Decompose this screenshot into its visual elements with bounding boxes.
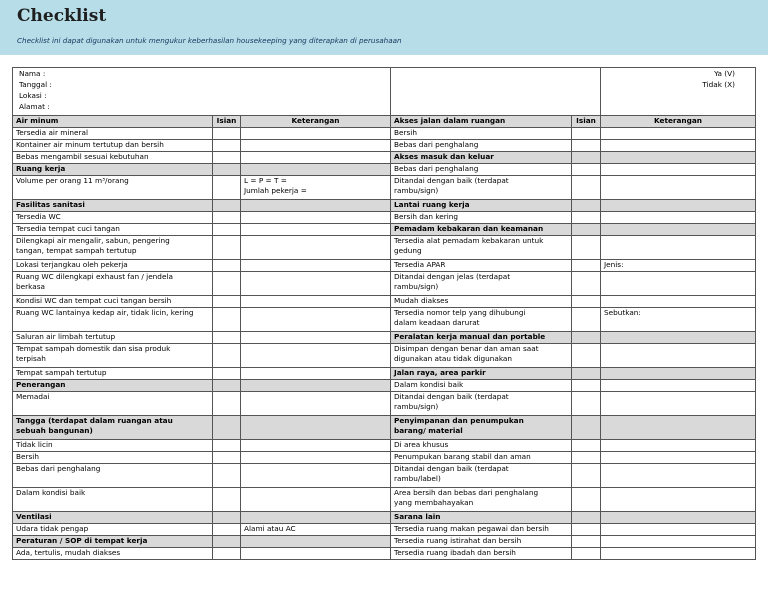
left-item-label: Dalam kondisi baik — [13, 488, 213, 512]
table-row — [13, 164, 756, 176]
left-keterangan-cell[interactable]: Alami atau AC — [241, 524, 391, 536]
right-isian-cell[interactable] — [572, 164, 601, 176]
left-item-label: Ruang WC dilengkapi exhaust fan / jendela berkasa — [13, 272, 213, 296]
left-section-label: Ventilasi — [13, 512, 213, 524]
left-isian-cell[interactable] — [213, 512, 241, 524]
right-isian-cell[interactable] — [572, 332, 601, 344]
right-keterangan-cell[interactable] — [601, 224, 756, 236]
right-keterangan-cell[interactable] — [601, 512, 756, 524]
table-row — [13, 464, 756, 488]
page-subtitle: Checklist ini dapat digunakan untuk mengukur keberhasilan housekeeping yang diterapkan di perusahaan — [17, 36, 402, 45]
left-keterangan-cell[interactable] — [241, 128, 391, 140]
right-item-label: Penumpukan barang stabil dan aman — [391, 452, 572, 464]
left-isian-cell[interactable] — [213, 260, 241, 272]
table-row — [13, 344, 756, 368]
right-keterangan-cell[interactable] — [601, 548, 756, 560]
left-isian-cell[interactable] — [213, 380, 241, 392]
right-item-label: Di area khusus — [391, 440, 572, 452]
left-section-label: Ruang kerja — [13, 164, 213, 176]
right-isian-cell[interactable] — [572, 452, 601, 464]
right-keterangan-cell[interactable] — [601, 164, 756, 176]
left-isian-cell[interactable] — [213, 368, 241, 380]
left-isian-cell[interactable] — [213, 548, 241, 560]
table-row — [13, 200, 756, 212]
right-section-label: Jalan raya, area parkir — [391, 368, 572, 380]
left-section-header: Air minum — [13, 116, 213, 128]
right-isian-cell[interactable] — [572, 536, 601, 548]
left-isian-cell[interactable] — [213, 452, 241, 464]
right-keterangan-cell[interactable] — [601, 488, 756, 512]
right-item-label: Dalam kondisi baik — [391, 380, 572, 392]
right-section-label: Pemadam kebakaran dan keamanan — [391, 224, 572, 236]
left-isian-cell[interactable] — [213, 176, 241, 200]
right-keterangan-cell[interactable] — [601, 296, 756, 308]
left-item-label: Volume per orang 11 m³/orang — [13, 176, 213, 200]
left-keterangan-cell[interactable] — [241, 392, 391, 416]
right-keterangan-cell[interactable] — [601, 416, 756, 440]
left-isian-cell[interactable] — [213, 296, 241, 308]
tanggal-field[interactable]: Tanggal : — [19, 80, 52, 89]
right-section-label: Penyimpanan dan penumpukan barang/ material — [391, 416, 572, 440]
table-row — [13, 236, 756, 260]
left-item-label: Kontainer air minum tertutup dan bersih — [13, 140, 213, 152]
right-keterangan-cell[interactable] — [601, 464, 756, 488]
right-item-label: Disimpan dengan benar dan aman saat digunakan atau tidak digunakan — [391, 344, 572, 368]
left-item-label: Tempat sampah tertutup — [13, 368, 213, 380]
table-row — [13, 536, 756, 548]
right-keterangan-cell[interactable]: Jenis: — [601, 260, 756, 272]
table-row — [13, 392, 756, 416]
left-keterangan-cell[interactable] — [241, 344, 391, 368]
left-isian-cell[interactable] — [213, 128, 241, 140]
right-item-label: Bebas dari penghalang — [391, 164, 572, 176]
right-isian-cell[interactable] — [572, 128, 601, 140]
right-keterangan-cell[interactable] — [601, 212, 756, 224]
left-item-label: Tempat sampah domestik dan sisa produk terpisah — [13, 344, 213, 368]
left-keterangan-header: Keterangan — [241, 116, 391, 128]
right-item-label: Tersedia ruang ibadah dan bersih — [391, 548, 572, 560]
table-row — [13, 128, 756, 140]
right-item-label: Ditandai dengan baik (terdapat rambu/sign) — [391, 392, 572, 416]
table-row — [13, 260, 756, 272]
left-isian-cell[interactable] — [213, 464, 241, 488]
legend-block — [601, 68, 756, 116]
right-isian-cell[interactable] — [572, 212, 601, 224]
left-isian-cell[interactable] — [213, 488, 241, 512]
table-row — [13, 176, 756, 200]
table-row — [13, 296, 756, 308]
left-isian-cell[interactable] — [213, 272, 241, 296]
table-row — [13, 512, 756, 524]
right-section-label: Sarana lain — [391, 512, 572, 524]
left-item-label: Kondisi WC dan tempat cuci tangan bersih — [13, 296, 213, 308]
left-item-label: Tersedia tempat cuci tangan — [13, 224, 213, 236]
right-isian-cell[interactable] — [572, 548, 601, 560]
left-isian-cell[interactable] — [213, 236, 241, 260]
right-keterangan-header: Keterangan — [601, 116, 756, 128]
left-isian-cell[interactable] — [213, 416, 241, 440]
legend-ya: Ya (V) — [714, 69, 735, 78]
left-keterangan-cell[interactable] — [241, 236, 391, 260]
right-keterangan-cell[interactable] — [601, 452, 756, 464]
right-keterangan-cell[interactable] — [601, 536, 756, 548]
right-keterangan-cell[interactable] — [601, 236, 756, 260]
left-keterangan-cell[interactable] — [241, 164, 391, 176]
right-keterangan-cell[interactable] — [601, 176, 756, 200]
right-item-label: Tersedia nomor telp yang dihubungi dalam keadaan darurat — [391, 308, 572, 332]
nama-field[interactable]: Nama : — [19, 69, 46, 78]
right-keterangan-cell[interactable] — [601, 380, 756, 392]
left-isian-cell[interactable] — [213, 200, 241, 212]
left-keterangan-cell[interactable] — [241, 368, 391, 380]
right-keterangan-cell[interactable] — [601, 140, 756, 152]
right-item-label: Ditandai dengan jelas (terdapat rambu/sign) — [391, 272, 572, 296]
left-keterangan-cell[interactable]: L = P = T = Jumlah pekerja = — [241, 176, 391, 200]
left-item-label: Lokasi terjangkau oleh pekerja — [13, 260, 213, 272]
left-item-label: Saluran air limbah tertutup — [13, 332, 213, 344]
left-isian-cell[interactable] — [213, 344, 241, 368]
right-keterangan-cell[interactable] — [601, 440, 756, 452]
right-section-label: Akses masuk dan keluar — [391, 152, 572, 164]
right-item-label: Mudah diakses — [391, 296, 572, 308]
left-isian-cell[interactable] — [213, 152, 241, 164]
header-banner — [0, 0, 768, 55]
left-item-label: Memadai — [13, 392, 213, 416]
left-keterangan-cell[interactable] — [241, 152, 391, 164]
right-isian-cell[interactable] — [572, 392, 601, 416]
right-keterangan-cell[interactable] — [601, 128, 756, 140]
checklist-table — [12, 67, 756, 560]
left-keterangan-cell[interactable] — [241, 488, 391, 512]
left-section-label: Penerangan — [13, 380, 213, 392]
left-item-label: Tidak licin — [13, 440, 213, 452]
right-isian-cell[interactable] — [572, 296, 601, 308]
right-isian-cell[interactable] — [572, 368, 601, 380]
left-isian-cell[interactable] — [213, 212, 241, 224]
right-keterangan-cell[interactable] — [601, 200, 756, 212]
right-isian-cell[interactable] — [572, 512, 601, 524]
table-row — [13, 380, 756, 392]
table-row — [13, 212, 756, 224]
page-title: Checklist — [17, 6, 107, 26]
left-isian-cell[interactable] — [213, 332, 241, 344]
left-section-label: Tangga (terdapat dalam ruangan atau sebuah bangunan) — [13, 416, 213, 440]
left-keterangan-cell[interactable] — [241, 272, 391, 296]
right-keterangan-cell[interactable] — [601, 524, 756, 536]
left-item-label: Bersih — [13, 452, 213, 464]
right-keterangan-cell[interactable] — [601, 272, 756, 296]
left-keterangan-cell[interactable] — [241, 452, 391, 464]
table-row — [13, 548, 756, 560]
table-row — [13, 524, 756, 536]
right-isian-header: Isian — [572, 116, 601, 128]
right-keterangan-cell[interactable]: Sebutkan: — [601, 308, 756, 332]
right-isian-cell[interactable] — [572, 488, 601, 512]
left-keterangan-cell[interactable] — [241, 260, 391, 272]
left-item-label: Bebas dari penghalang — [13, 464, 213, 488]
left-isian-cell[interactable] — [213, 164, 241, 176]
left-keterangan-cell[interactable] — [241, 140, 391, 152]
left-isian-cell[interactable] — [213, 224, 241, 236]
alamat-field[interactable]: Alamat : — [19, 102, 50, 111]
left-isian-header: Isian — [213, 116, 241, 128]
right-item-label: Ditandai dengan baik (terdapat rambu/label) — [391, 464, 572, 488]
left-isian-cell[interactable] — [213, 392, 241, 416]
left-section-label: Peraturan / SOP di tempat kerja — [13, 536, 213, 548]
right-item-label: Tersedia APAR — [391, 260, 572, 272]
table-row — [13, 308, 756, 332]
right-keterangan-cell[interactable] — [601, 332, 756, 344]
left-keterangan-cell[interactable] — [241, 200, 391, 212]
left-isian-cell[interactable] — [213, 524, 241, 536]
left-item-label: Bebas mengambil sesuai kebutuhan — [13, 152, 213, 164]
right-isian-cell[interactable] — [572, 464, 601, 488]
right-item-label: Ditandai dengan baik (terdapat rambu/sign) — [391, 176, 572, 200]
info-blank — [391, 68, 601, 116]
right-item-label: Tersedia ruang makan pegawai dan bersih — [391, 524, 572, 536]
legend-tidak: Tidak (X) — [702, 80, 735, 89]
right-isian-cell[interactable] — [572, 440, 601, 452]
right-isian-cell[interactable] — [572, 236, 601, 260]
right-isian-cell[interactable] — [572, 380, 601, 392]
right-isian-cell[interactable] — [572, 272, 601, 296]
left-keterangan-cell[interactable] — [241, 224, 391, 236]
table-row — [13, 272, 756, 296]
left-item-label: Dilengkapi air mengalir, sabun, pengering tangan, tempat sampah tertutup — [13, 236, 213, 260]
left-keterangan-cell[interactable] — [241, 440, 391, 452]
right-item-label: Tersedia ruang istirahat dan bersih — [391, 536, 572, 548]
table-row — [13, 140, 756, 152]
right-keterangan-cell[interactable] — [601, 344, 756, 368]
table-row — [13, 416, 756, 440]
right-isian-cell[interactable] — [572, 200, 601, 212]
left-section-label: Fasilitas sanitasi — [13, 200, 213, 212]
left-keterangan-cell[interactable] — [241, 548, 391, 560]
table-row — [13, 152, 756, 164]
left-keterangan-cell[interactable] — [241, 536, 391, 548]
right-isian-cell[interactable] — [572, 152, 601, 164]
left-keterangan-cell[interactable] — [241, 296, 391, 308]
right-keterangan-cell[interactable] — [601, 392, 756, 416]
right-isian-cell[interactable] — [572, 524, 601, 536]
right-item-label: Area bersih dan bebas dari penghalang yang membahayakan — [391, 488, 572, 512]
right-item-label: Bersih dan kering — [391, 212, 572, 224]
left-isian-cell[interactable] — [213, 440, 241, 452]
lokasi-field[interactable]: Lokasi : — [19, 91, 47, 100]
left-keterangan-cell[interactable] — [241, 332, 391, 344]
left-item-label: Tersedia WC — [13, 212, 213, 224]
right-isian-cell[interactable] — [572, 176, 601, 200]
table-row — [13, 488, 756, 512]
right-item-label: Bebas dari penghalang — [391, 140, 572, 152]
right-section-label: Lantai ruang kerja — [391, 200, 572, 212]
right-isian-cell[interactable] — [572, 260, 601, 272]
left-keterangan-cell[interactable] — [241, 464, 391, 488]
left-item-label: Ruang WC lantainya kedap air, tidak licin, kering — [13, 308, 213, 332]
right-keterangan-cell[interactable] — [601, 368, 756, 380]
left-isian-cell[interactable] — [213, 536, 241, 548]
left-item-label: Ada, tertulis, mudah diakses — [13, 548, 213, 560]
table-row — [13, 224, 756, 236]
right-keterangan-cell[interactable] — [601, 152, 756, 164]
right-isian-cell[interactable] — [572, 416, 601, 440]
right-isian-cell[interactable] — [572, 224, 601, 236]
right-item-label: Tersedia alat pemadam kebakaran untuk gedung — [391, 236, 572, 260]
left-item-label: Tersedia air mineral — [13, 128, 213, 140]
right-section-header: Akses jalan dalam ruangan — [391, 116, 572, 128]
left-keterangan-cell[interactable] — [241, 212, 391, 224]
right-section-label: Peralatan kerja manual dan portable — [391, 332, 572, 344]
table-row — [13, 440, 756, 452]
right-isian-cell[interactable] — [572, 308, 601, 332]
right-isian-cell[interactable] — [572, 344, 601, 368]
left-keterangan-cell[interactable] — [241, 416, 391, 440]
left-keterangan-cell[interactable] — [241, 308, 391, 332]
info-block — [13, 68, 391, 116]
right-isian-cell[interactable] — [572, 140, 601, 152]
left-isian-cell[interactable] — [213, 140, 241, 152]
table-row — [13, 368, 756, 380]
left-keterangan-cell[interactable] — [241, 512, 391, 524]
table-row — [13, 332, 756, 344]
left-item-label: Udara tidak pengap — [13, 524, 213, 536]
left-isian-cell[interactable] — [213, 308, 241, 332]
left-keterangan-cell[interactable] — [241, 380, 391, 392]
right-item-label: Bersih — [391, 128, 572, 140]
table-row — [13, 452, 756, 464]
